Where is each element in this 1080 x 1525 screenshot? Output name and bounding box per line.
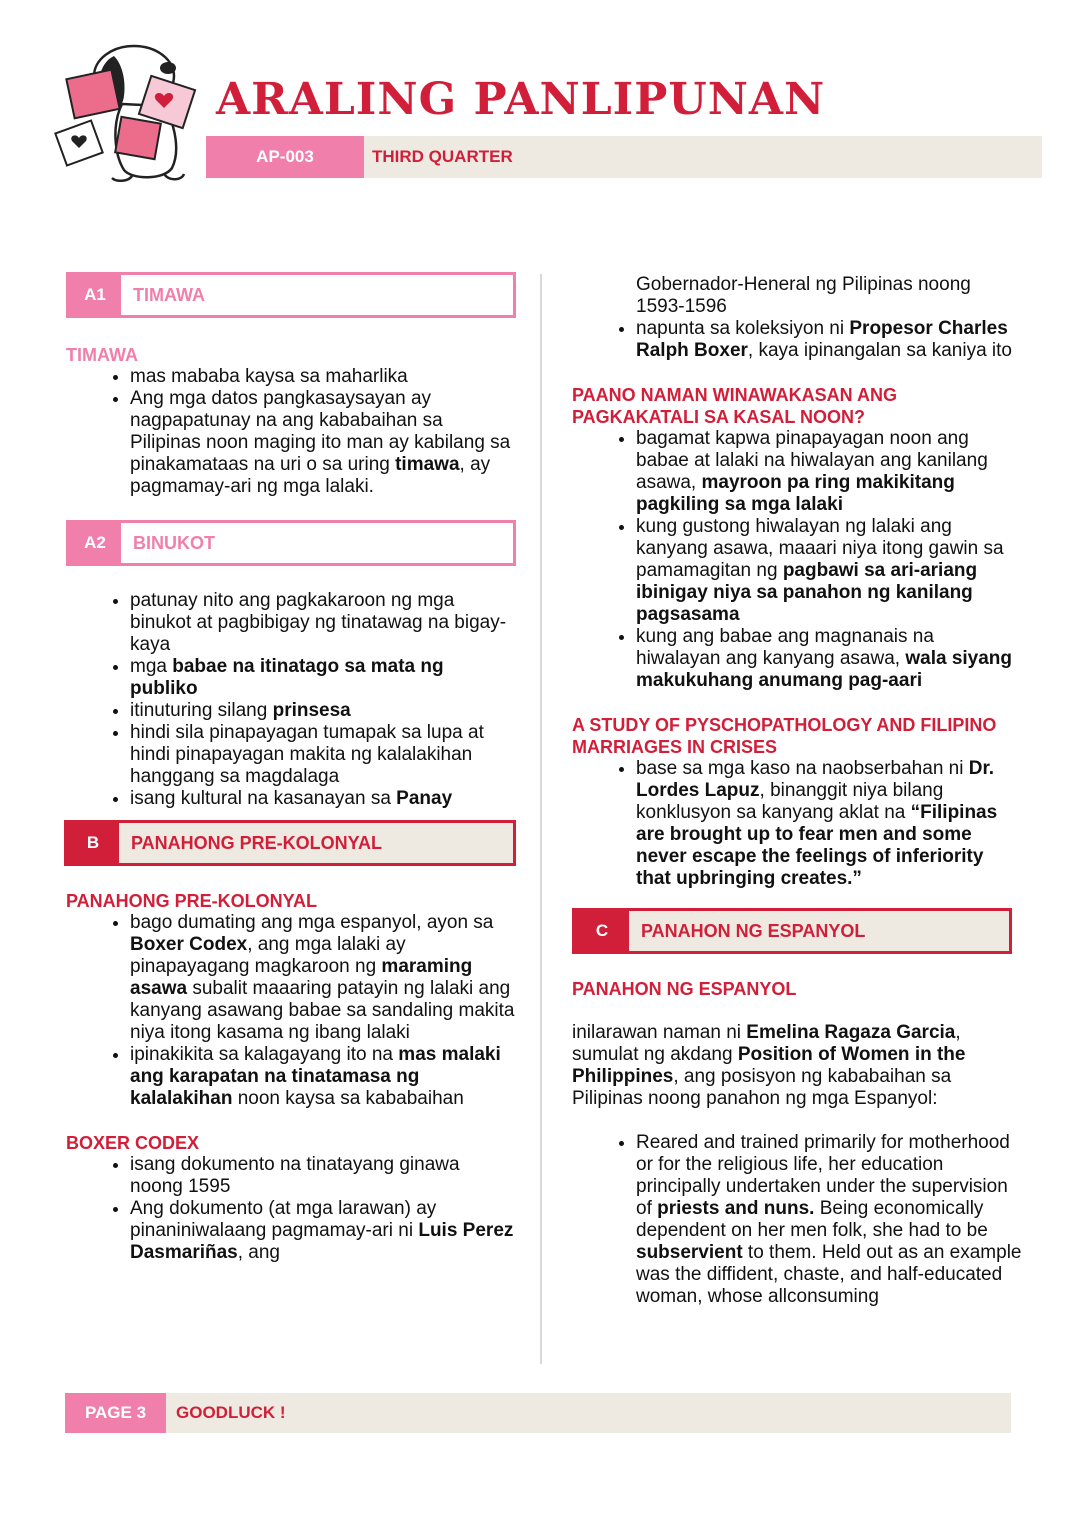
espanyol-heading: PANAHON NG ESPANYOL — [572, 979, 797, 999]
paano-list — [572, 428, 1022, 692]
section-tag: B — [67, 823, 119, 863]
section-tag: C — [575, 911, 629, 951]
pre-kolonyal-list — [66, 912, 516, 1110]
list-item: • mga babae na itinatago sa mata ng publiko — [130, 656, 516, 700]
list-item: • kung gustong hiwalayan ng lalaki ang kanyang asawa, maaari niya itong gawin sa pamamagitan ng pagbawi sa ari-ariang ibinigay niya sa panahon ng kanilang pagsasama — [636, 516, 1022, 626]
paano-heading: PAANO NAMAN WINAWAKASAN ANG PAGKAKATALI SA KASAL NOON? — [572, 385, 897, 427]
list-item: • isang dokumento na tinatayang ginawa noong 1595 — [130, 1154, 516, 1198]
list-item: • base sa mga kaso na naobserbahan ni Dr. Lordes Lapuz, binanggit niya bilang konklusyon sa kanyang aklat na “Filipinas are brought up to fear men and some never escape the feelings of inferiority that upbringing creates.” — [636, 758, 1022, 890]
boxer-codex-heading: BOXER CODEX — [66, 1133, 200, 1153]
list-item: Gobernador-Heneral ng Pilipinas noong 1593-1596 — [636, 274, 971, 317]
section-b-header — [64, 820, 516, 866]
section-tag: A2 — [69, 523, 121, 563]
list-item: • bago dumating ang mga espanyol, ayon sa Boxer Codex, ang mga lalaki ay pinapayagang magkaroon ng maraming asawa subalit maaaring patayin ng lalaki ang kanyang asawang babae sa sandaling makita niya itong kasama ng ibang lalaki — [130, 912, 516, 1044]
column-divider — [540, 274, 542, 1364]
beagle-with-hearts-icon — [52, 34, 197, 184]
list-item: • Reared and trained primarily for motherhood or for the religious life, her education principally undertaken under the supervision of priests and nuns. Being economically dependent on her men folk, she had to be subservient to them. Held out as an example was the diffident, chaste, and half-educated woman, whose allconsuming — [636, 1132, 1022, 1308]
boxer-codex-list — [66, 1154, 516, 1264]
list-item: • patunay nito ang pagkakaroon ng mga binukot at pagbibigay ng tinatawag na bigay-kaya — [130, 590, 516, 656]
list-item: • napunta sa koleksiyon ni Propesor Charles Ralph Boxer, kaya ipinangalan sa kaniya ito — [636, 318, 1022, 362]
section-c-header — [572, 908, 1012, 954]
section-name: PANAHON NG ESPANYOL — [641, 921, 866, 941]
section-name: BINUKOT — [133, 533, 215, 553]
page-number: PAGE 3 — [65, 1393, 166, 1433]
list-item: • ipinakikita sa kalagayang ito na mas malaki ang karapatan na tinatamasa ng kalalakihan noon kaysa sa kababaihan — [130, 1044, 516, 1110]
study-list — [572, 758, 1022, 890]
study-heading: A STUDY OF PYSCHOPATHOLOGY AND FILIPINO MARRIAGES IN CRISES — [572, 715, 997, 757]
list-item: • itinuturing silang prinsesa — [130, 700, 516, 722]
boxer-codex-list-continued — [572, 274, 1022, 362]
list-item: • Ang mga datos pangkasaysayan ay nagpapatunay na ang kababaihan sa Pilipinas noon maging ito man ay kabilang sa pinakamataas na uri o sa uring timawa, ay pagmamay-ari ng mga lalaki. — [130, 388, 516, 498]
section-name: TIMAWA — [133, 285, 205, 305]
section-tag: A1 — [69, 275, 121, 315]
footer-label: GOODLUCK ! — [176, 1403, 286, 1422]
list-item: • kung ang babae ang magnanais na hiwalayan ang kanyang asawa, wala siyang makukuhang anumang pag-aari — [636, 626, 1022, 692]
espanyol-list — [572, 1132, 1022, 1308]
course-code-badge: AP-003 — [206, 136, 364, 178]
list-item: • bagamat kapwa pinapayagan noon ang babae at lalaki na hiwalayan ang kanilang asawa, mayroon pa ring makikitang pagkiling sa mga lalaki — [636, 428, 1022, 516]
list-item: • isang kultural na kasanayan sa Panay — [130, 788, 516, 810]
timawa-list — [66, 366, 516, 498]
list-item: • mas mababa kaysa sa maharlika — [130, 366, 516, 388]
list-item: • hindi sila pinapayagan tumapak sa lupa at hindi pinapayagan makita ng kalalakihan hanggang sa magdalaga — [130, 722, 516, 788]
pre-kolonyal-heading: PANAHONG PRE-KOLONYAL — [66, 891, 318, 911]
list-item: • Ang dokumento (at mga larawan) ay pinaniniwalaang pagmamay-ari ni Luis Perez Dasmariñas, ang — [130, 1198, 516, 1264]
timawa-heading: TIMAWA — [66, 345, 138, 365]
left-column — [66, 272, 516, 1264]
section-name: PANAHONG PRE-KOLONYAL — [131, 833, 383, 853]
section-a2-header — [66, 520, 516, 566]
espanyol-paragraph: inilarawan naman ni Emelina Ragaza Garcia, sumulat ng akdang Position of Women in the Philippines, ang posisyon ng kababaihan sa Pilipinas noong panahon ng mga Espanyol: — [572, 1022, 966, 1109]
section-a1-header — [66, 272, 516, 318]
binukot-list — [66, 590, 516, 810]
quarter-label: THIRD QUARTER — [372, 147, 513, 166]
right-column — [572, 274, 1022, 1308]
page-title: ARALING PANLIPUNAN — [216, 74, 826, 125]
